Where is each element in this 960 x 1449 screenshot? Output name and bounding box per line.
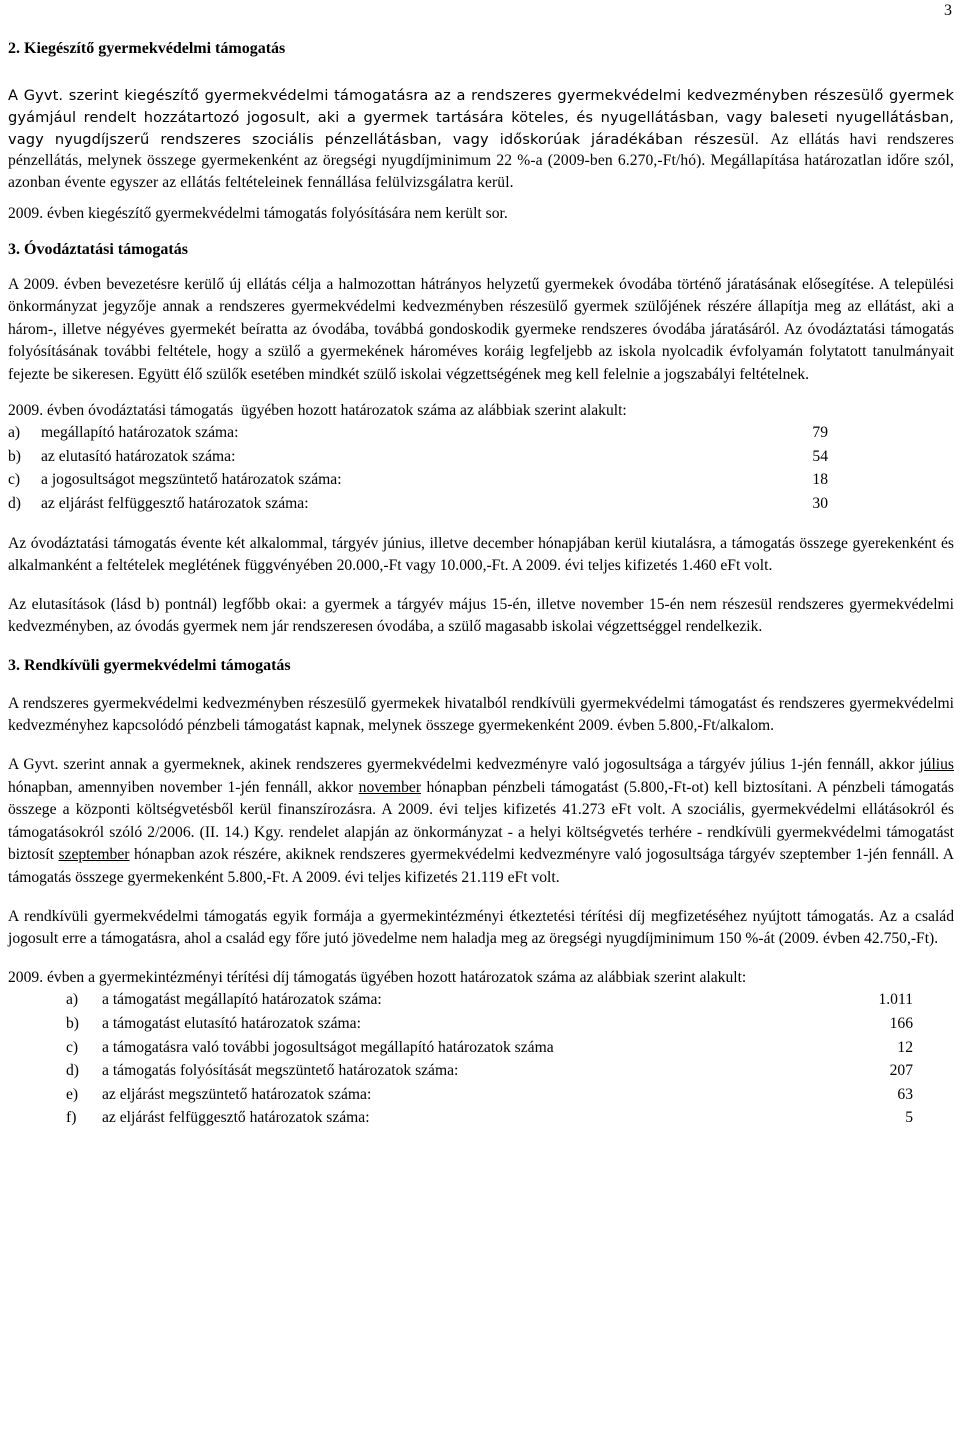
paragraph-rendkivuli-intro: A rendszeres gyermekvédelmi kedvezményben részesülő gyermekek hivatalból rendkívüli gyermekvédelmi támogatást és rendszeres gyermekvédelmi kedvezményhez kapcsolódó pénzbeli támogatást kapnak, melynek összege gyermekenként 2009. évben 5.800,-Ft/alkalom.: [8, 694, 954, 735]
paragraph-rendkivuli-details-a: A Gyvt. szerint annak a gyermeknek, akinek rendszeres gyermekvédelmi kedvezményre való jogosultsága a tárgyév július 1-jén fennáll, akkor: [8, 756, 920, 774]
paragraph-ovodaztatasi-rejections: Az elutasítások (lásd b) pontnál) legfőbb okai: a gyermek a tárgyév május 15-én, illetve november 15-én nem részesül rendszeres gyermekvédelmi kedvezményben, az óvodás gyermek nem jár rendszeresen óvodába, a szülő magasabb iskolai végzettséggel rendelkezik.: [8, 595, 954, 636]
paragraph-ovodaztatasi-payment: Az óvodáztatási támogatás évente két alkalommal, tárgyév június, illetve december hónapjában kerül kiutalásra, a támogatás összege gyerekenként és alkalmanként a feltételek meglétének függvényében 20.000,-Ft vagy 10.000,-Ft. A 2009. évi teljes kifizetés 1.460 eFt volt.: [8, 534, 954, 575]
list-item-text: az eljárást felfüggesztő határozatok száma:: [102, 1109, 370, 1127]
list-intro-ovodaztatasi: 2009. évben óvodáztatási támogatás ügyében hozott határozatok száma az alábbiak szerint alakult:: [8, 401, 627, 419]
section-kiegeszito: [8, 38, 954, 1131]
list-item-key: c): [66, 1038, 79, 1056]
section-title-kiegeszito: 2. Kiegészítő gyermekvédelmi támogatás: [8, 40, 286, 57]
paragraph-kiegeszito-intro-text: A Gyvt. szerint kiegészítő gyermekvédelmi támogatásra az a rendszeres gyermekvédelmi kedvezményben részesülő gyermek gyámjául rendelt hozzátartozó jogosult, aki a gyermek tartására köteles, és nyugellátásban, vagy baleseti nyugellátásban, vagy nyugdíjszerű rendszeres szociális pénzellátásban, vagy időskorúak járadékában részesül.: [8, 87, 954, 148]
list-ovodaztatasi-decisions: [8, 422, 954, 516]
list-item: [8, 493, 954, 517]
paragraph-rendkivuli-meal-support: A rendkívüli gyermekvédelmi támogatás egyik formája a gyermekintézményi étkeztetési térítési díj megfizetéséhez nyújtott támogatás. Az a család jogosult erre a támogatásra, ahol a család egy főre jutó jövedelme nem haladja meg az öregségi nyugdíjminimum 150 %-át (2009. évben 42.750,-Ft).: [8, 907, 954, 948]
list-item: [66, 1037, 954, 1061]
list-item-key: e): [66, 1085, 79, 1103]
list-item-text: a támogatást megállapító határozatok száma:: [102, 991, 382, 1009]
paragraph-ovodaztatasi-intro-a: A 2009. évben bevezetésre kerülő új ellátás célja a halmozottan hátrányos helyzetű gyermekek óvodába történő járatásának elősegítése.: [8, 275, 879, 293]
list-item-text: az elutasító határozatok száma:: [41, 447, 236, 465]
list-intro-rendkivuli: 2009. évben a gyermekintézményi térítési díj támogatás ügyében hozott határozatok száma az alábbiak szerint alakult:: [8, 968, 747, 986]
list-item-key: d): [66, 1062, 79, 1080]
section-title-rendkivuli: 3. Rendkívüli gyermekvédelmi támogatás: [8, 656, 291, 674]
list-item-key: c): [8, 471, 21, 489]
list-item: [8, 446, 954, 470]
underlined-month-september: szeptember: [58, 846, 130, 864]
paragraph-ovodaztatasi-intro: [8, 274, 954, 387]
list-item-key: b): [66, 1015, 79, 1033]
list-item-text: megállapító határozatok száma:: [41, 424, 239, 442]
list-item: [66, 1084, 954, 1108]
paragraph-kiegeszito-details: Az ellátás havi rendszeres pénzellátás, melynek összege gyermekenként az öregségi nyugdíjminimum 22 %-a (2009-ben 6.270,-Ft/hó). Megállapítása határozatlan időre szól, azonban évente egyszer az ellátás feltételeinek fennállása felülvizsgálatra kerül.: [8, 130, 954, 192]
section-title-ovodaztatasi: 3. Óvodáztatási támogatás: [8, 240, 188, 258]
list-item-value: 166: [889, 1015, 913, 1033]
paragraph-ovodaztatasi-intro-b: A települési önkormányzat jegyzője annak a rendszeres gyermekvédelmi kedvezményben részesülő gyermek szülőjének részére állapítja meg az ellátást, aki a három-, illetve négyéves gyermekét beíratta az óvodába, továbbá gondoskodik gyermeke rendszeres óvodába járatásáról. Az óvodáztatási támogatás folyósításának további feltétele, hogy a szülő a gyermekének hároméves koráig legfeljebb az iskola nyolcadik évfolyamán folytatott tanulmányait fejezte be sikeresen. Együtt élő szülők esetében mindkét szülő iskolai végzettségének meg kell felelnie a jogszabályi feltételnek.: [8, 275, 954, 383]
page-number: 3: [944, 2, 952, 19]
underlined-month-july: július: [919, 756, 954, 774]
list-item-value: 18: [812, 471, 828, 489]
paragraph-kiegeszito-intro: [8, 85, 954, 194]
list-item-value: 12: [897, 1038, 913, 1056]
list-item-value: 207: [889, 1062, 913, 1080]
paragraph-rendkivuli-details-c: hónapban pénzbeli támogatást (5.800,-Ft-ot) kell biztosítani. A pénzbeli támogatás összege a központi költségvetésből kerül finanszírozásra. A 2009. évi teljes kifizetés 41.273 eFt volt. A szociális, gyermekvédelmi ellátásokról és támogatásokról szóló 2/2006. (II. 14.) Kgy. rendelet alapján az önkormányzat - a helyi költségvetés terhére - rendkívüli gyermekvédelmi támogatást biztosít: [8, 778, 955, 864]
list-item-key: b): [8, 447, 21, 465]
list-item-text: az eljárást megszüntető határozatok száma:: [102, 1085, 372, 1103]
list-item-value: 54: [812, 447, 828, 465]
paragraph-rendkivuli-details-d: hónapban azok részére, akiknek rendszeres gyermekvédelmi kedvezményre való jogosultsága tárgyév szeptember 1-jén fennáll. A támogatás összege gyermekenként 5.800,-Ft. A 2009. évi teljes kifizetés 21.119 eFt volt.: [8, 846, 954, 887]
list-item-key: a): [66, 991, 79, 1009]
list-item-key: d): [8, 494, 21, 512]
list-item-text: a jogosultságot megszüntető határozatok száma:: [41, 471, 342, 489]
list-item: [66, 1060, 954, 1084]
list-item-text: a támogatás folyósítását megszüntető határozatok száma:: [102, 1062, 459, 1080]
list-item: [8, 469, 954, 493]
list-item: [8, 422, 954, 446]
paragraph-rendkivuli-details: [8, 754, 954, 890]
list-item-value: 79: [812, 424, 828, 442]
list-item-text: a támogatásra való további jogosultságot megállapító határozatok száma: [102, 1038, 554, 1056]
list-item-text: a támogatást elutasító határozatok száma:: [102, 1015, 361, 1033]
list-rendkivuli-decisions: [66, 989, 954, 1131]
list-item-value: 5: [905, 1109, 913, 1127]
list-item-key: f): [66, 1109, 77, 1127]
list-item-key: a): [8, 424, 21, 442]
underlined-month-november: november: [358, 778, 422, 796]
list-item-value: 63: [897, 1085, 913, 1103]
list-item: [66, 989, 954, 1013]
list-item: [66, 1107, 954, 1131]
list-item-text: az eljárást felfüggesztő határozatok száma:: [41, 494, 309, 512]
list-item: [66, 1013, 954, 1037]
paragraph-kiegeszito-2009: 2009. évben kiegészítő gyermekvédelmi támogatás folyósítására nem került sor.: [8, 204, 508, 222]
list-item-value: 1.011: [878, 991, 913, 1009]
paragraph-rendkivuli-details-b: hónapban, amennyiben november 1-jén fennáll, akkor: [8, 778, 359, 796]
list-item-value: 30: [812, 494, 828, 512]
